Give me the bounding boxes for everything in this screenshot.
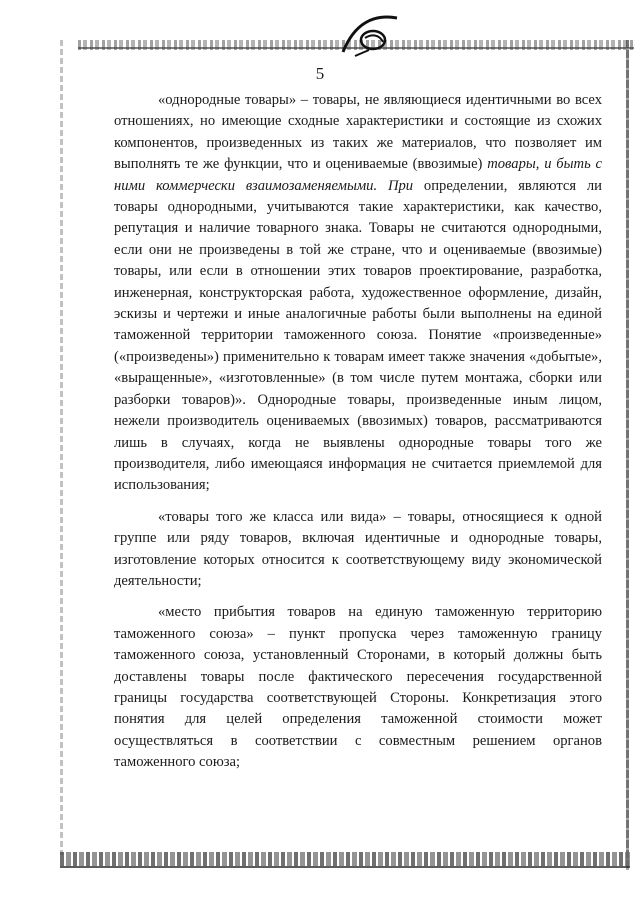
page-number: 5 [315,64,325,83]
stamp-mark-icon [335,12,405,62]
scan-bottom-line [60,866,630,868]
body-text [114,90,602,774]
scan-right-edge [626,40,629,870]
paragraph-same-class-goods: «товары того же класса или вида» – товары, относящиеся к одной группе или ряду товаров, включая идентичные и однородные товары, изготовление которых относится к соответствующему виду экономической деятельности; [114,508,602,589]
paragraph-place-of-arrival: «место прибытия товаров на единую таможенную территорию таможенного союза» – пункт пропуска через таможенную границу таможенного союза, установленный Сторонами, в который должны быть доставлены товары после фактического пересечения государственной границы государства соответствующей Стороны. Конкретизация этого понятия для целей определения таможенной стоимости может осуществляться в соответствии с совместным решением органов таможенного союза; [114,604,602,771]
paragraph-text: определении, являются ли товары однородными, учитываются такие характеристики, как качество, репутация и наличие товарного знака. Товары не считаются однородными, если они не произведены в той же стране, что и оцениваемые (ввозимые) товары, или если в отношении этих товаров проектирование, разработка, инженерная, конструкторская работа, художественное оформление, дизайн, эскизы и чертежи и иные аналогичные работы были выполнены на единой таможенной территории таможенного союза. Понятие «произведенные» («произведены») применительно к товарам имеет также значения «добытые», «выращенные», «изготовленные» (в том числе путем монтажа, сборки или разборки товаров)». Однородные товары, произведенные иным лицом, нежели производитель оцениваемых (ввозимых) товаров, рассматриваются лишь в случаях, когда не выявлены однородные товары того же производителя, либо имеющаяся информация не считается приемлемой для использования; [114,177,602,494]
scan-bottom-edge [60,852,630,866]
scan-left-edge [60,40,63,855]
paragraph-italic-text: товары, и быть с ними коммерчески взаимозаменяемыми. При [114,156,602,194]
paragraph-homogeneous-goods [114,90,602,497]
paragraph-text: «однородные товары» – товары, не являющиеся идентичными во всех отношениях, но имеющие сходные характеристики и состоящие из схожих компонентов, произведенных из таких же материалов, что позволяет им выполнять те же функции, что и оцениваемые (ввозимые) [114,92,602,173]
